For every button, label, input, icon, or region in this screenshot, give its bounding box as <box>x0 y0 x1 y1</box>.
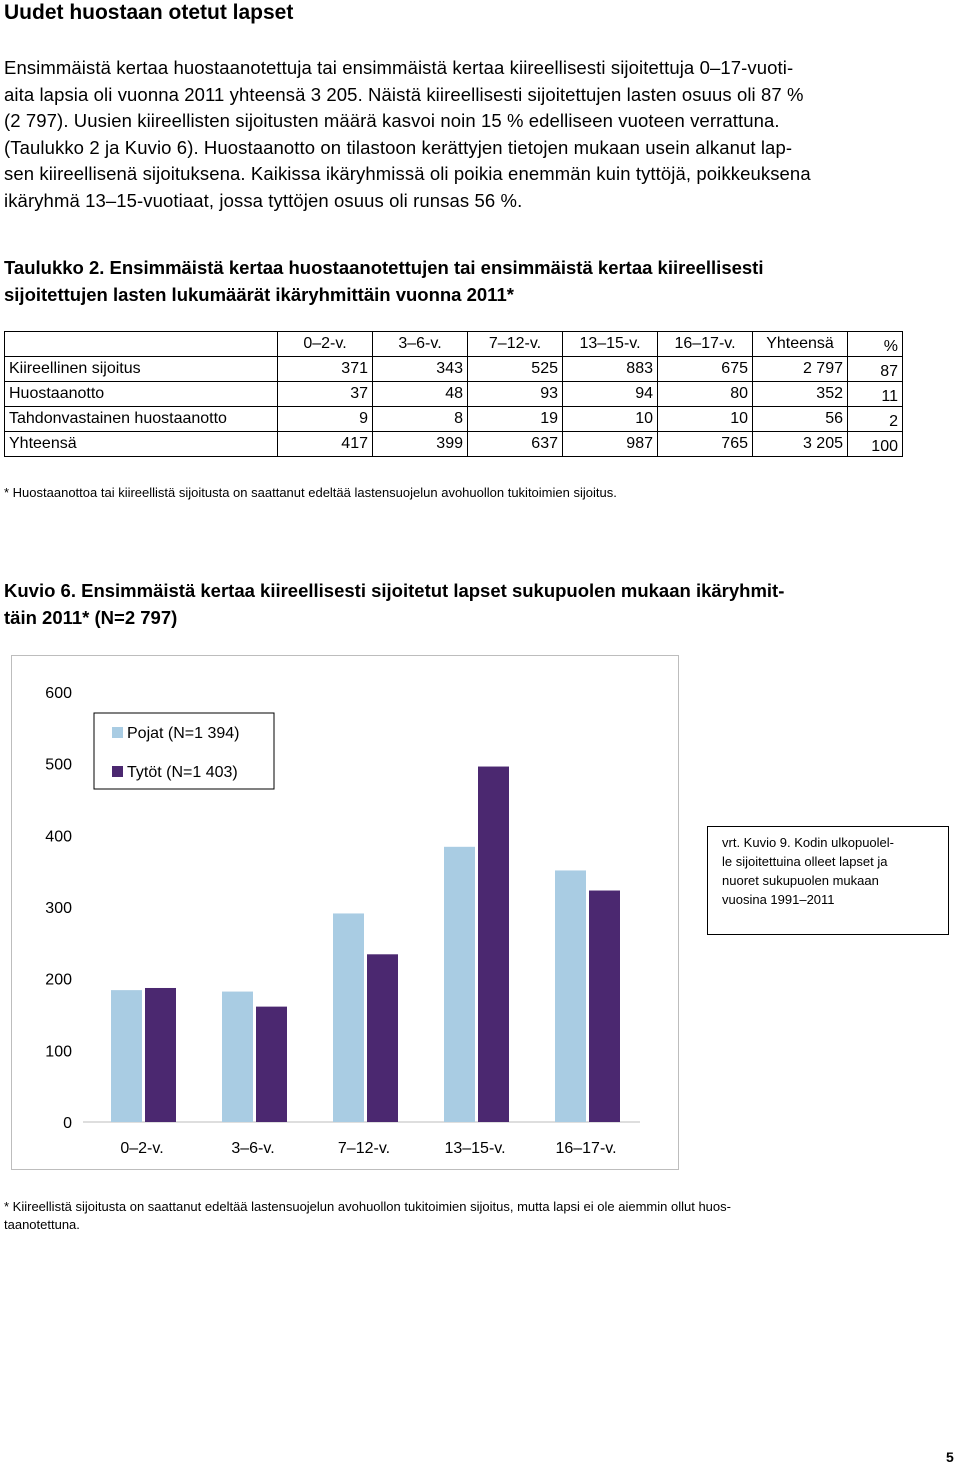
legend-label: Pojat (N=1 394) <box>127 725 240 742</box>
table-cell: 48 <box>373 382 468 407</box>
table-header-cell: 7–12-v. <box>468 332 563 357</box>
y-tick-label: 400 <box>45 828 72 846</box>
table-header-cell: 0–2-v. <box>278 332 373 357</box>
bar-tytot <box>478 767 509 1122</box>
table-cell: 352 <box>753 382 848 407</box>
table-cell: 675 <box>658 357 753 382</box>
table-cell: 10 <box>658 407 753 432</box>
bar-tytot <box>367 954 398 1122</box>
table-caption-text: sijoitettujen lasten lukumäärät ikäryhmittäin vuonna 2011* <box>4 283 514 305</box>
table-header-cell: 3–6-v. <box>373 332 468 357</box>
table-cell: 80 <box>658 382 753 407</box>
y-tick-label: 600 <box>45 685 72 702</box>
table-cell: 417 <box>278 432 373 457</box>
table-caption-text: Ensimmäistä kertaa huostaanotettujen tai ensimmäistä kertaa kiireellisesti <box>109 257 764 278</box>
table-cell: 56 <box>753 407 848 432</box>
figure-caption-lead: Kuvio 6. <box>4 580 76 601</box>
y-tick-label: 300 <box>45 900 72 917</box>
intro-line: ikäryhmä 13–15-vuotiaat, jossa tyttöjen osuus oli runsas 56 %. <box>4 189 523 211</box>
bar-tytot <box>589 891 620 1122</box>
page-number: 5 <box>946 1449 954 1465</box>
table-header-cell: 16–17-v. <box>658 332 753 357</box>
table-cell: 399 <box>373 432 468 457</box>
bar-pojat <box>222 992 253 1122</box>
table-header-cell: 13–15-v. <box>563 332 658 357</box>
table-cell: 3 205 <box>753 432 848 457</box>
y-tick-label: 200 <box>45 971 72 989</box>
bar-tytot <box>145 988 176 1122</box>
cross-reference-line: nuoret sukupuolen mukaan <box>722 873 879 888</box>
table-cell: 8 <box>373 407 468 432</box>
figure-caption-text: Ensimmäistä kertaa kiireellisesti sijoitetut lapset sukupuolen mukaan ikäryhmit- <box>81 580 785 601</box>
intro-line: sen kiireellisenä sijoituksena. Kaikissa ikäryhmissä oli poikia enemmän kuin tyttöjä, poikkeuksena <box>4 163 811 184</box>
table-cell: Kiireellinen sijoitus <box>5 357 278 382</box>
y-tick-label: 100 <box>45 1043 72 1061</box>
intro-line: (Taulukko 2 ja Kuvio 6). Huostaanotto on tilastoon kerättyjen tietojen mukaan usein alkanut lap- <box>4 136 793 158</box>
y-tick-label: 500 <box>45 756 72 774</box>
table-cell: 19 <box>468 407 563 432</box>
intro-line: aita lapsia oli vuonna 2011 yhteensä 3 205. Näistä kiireellisesti sijoitettujen lasten osuus oli 87 % <box>4 83 804 105</box>
intro-line: Ensimmäistä kertaa huostaanotettuja tai ensimmäistä kertaa kiireellisesti sijoitettuja 0–17-vuoti- <box>4 57 794 78</box>
cross-reference-line: vrt. Kuvio 9. Kodin ulkopuolel- <box>722 835 894 850</box>
section-heading: Uudet huostaan otetut lapset <box>4 1 294 24</box>
bar-pojat <box>111 990 142 1122</box>
table-cell: Yhteensä <box>5 432 278 457</box>
table-cell: 2 797 <box>753 357 848 382</box>
legend-swatch <box>112 727 123 738</box>
table-cell: 637 <box>468 432 563 457</box>
legend-swatch <box>112 766 123 777</box>
table-cell: 93 <box>468 382 563 407</box>
table-cell: 94 <box>563 382 658 407</box>
table-cell: 9 <box>278 407 373 432</box>
table-cell: 11 <box>848 382 903 407</box>
table-cell: 87 <box>848 357 903 382</box>
table-cell: 371 <box>278 357 373 382</box>
x-tick-label: 3–6-v. <box>231 1140 275 1157</box>
table-cell: 883 <box>563 357 658 382</box>
cross-reference-line: le sijoitettuina olleet lapset ja <box>722 854 888 869</box>
bar-pojat <box>444 847 475 1122</box>
table-cell: 987 <box>563 432 658 457</box>
x-tick-label: 7–12-v. <box>337 1140 391 1157</box>
table-cell: Tahdonvastainen huostaanotto <box>5 407 278 432</box>
cross-reference-box <box>707 826 949 935</box>
cross-reference-line: vuosina 1991–2011 <box>722 892 835 907</box>
table-cell: 37 <box>278 382 373 407</box>
intro-line: (2 797). Uusien kiireellisten sijoitusten määrä kasvoi noin 15 % edelliseen vuoteen verrattuna. <box>4 110 780 131</box>
x-tick-label: 13–15-v. <box>444 1140 506 1157</box>
figure-caption-text: täin 2011* (N=2 797) <box>4 606 178 628</box>
table-footnote: * Huostaanottoa tai kiireellistä sijoitusta on saattanut edeltää lastensuojelun avohuollon tukitoimien sijoitus. <box>4 485 617 500</box>
figure-footnote <box>4 1198 924 1234</box>
bar-pojat <box>555 870 586 1122</box>
x-tick-label: 16–17-v. <box>555 1140 617 1157</box>
x-tick-label: 0–2-v. <box>120 1140 164 1157</box>
table-cell: 525 <box>468 357 563 382</box>
table-header-cell: Yhteensä <box>753 332 848 357</box>
table-header-cell: % <box>848 332 903 357</box>
table-cell: 343 <box>373 357 468 382</box>
legend-label: Tytöt (N=1 403) <box>127 764 238 781</box>
table-cell: 765 <box>658 432 753 457</box>
table-cell: 100 <box>848 432 903 457</box>
bar-pojat <box>333 913 364 1122</box>
y-tick-label: 0 <box>63 1115 72 1132</box>
table-cell: Huostaanotto <box>5 382 278 407</box>
table-caption-lead: Taulukko 2. <box>4 257 105 278</box>
figure-footnote-line: taanotettuna. <box>4 1217 80 1232</box>
table-cell: 2 <box>848 407 903 432</box>
table-cell: 10 <box>563 407 658 432</box>
figure-footnote-line: * Kiireellistä sijoitusta on saattanut edeltää lastensuojelun avohuollon tukitoimien sijoitus, mutta lapsi ei ole aiemmin ollut huos- <box>4 1199 731 1214</box>
bar-tytot <box>256 1007 287 1122</box>
